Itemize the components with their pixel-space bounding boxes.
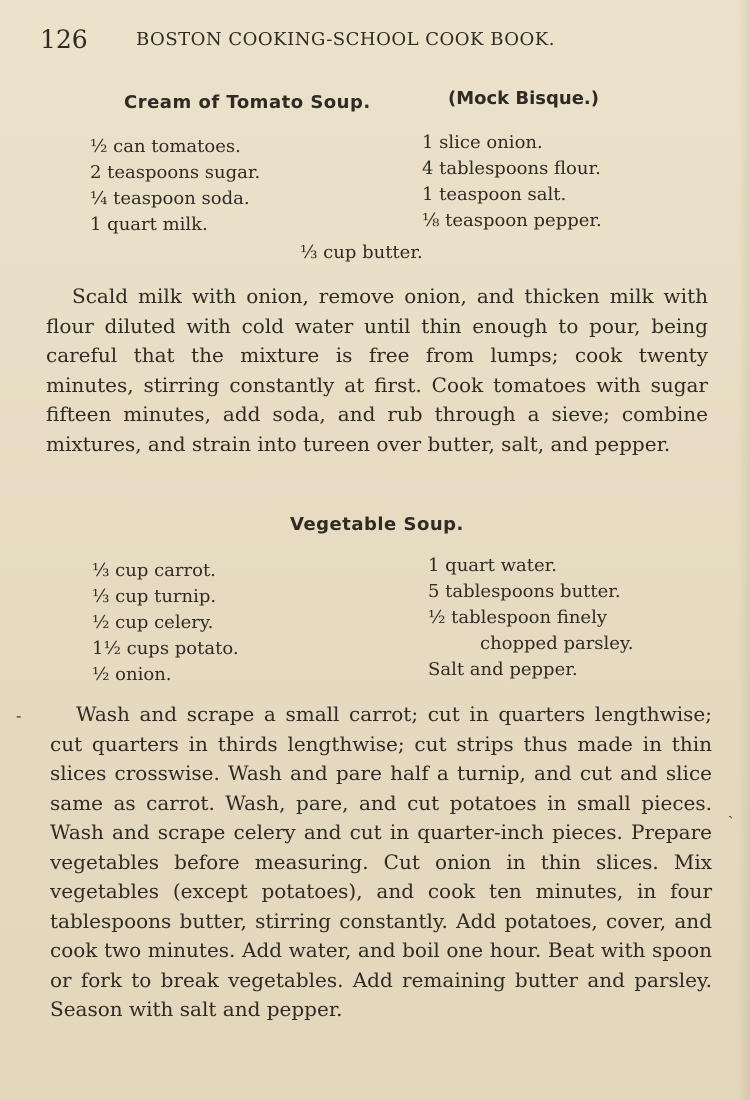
running-head: BOSTON COOKING-SCHOOL COOK BOOK. — [136, 29, 555, 50]
print-mark: - — [16, 706, 22, 725]
page-header — [40, 22, 620, 58]
recipe-method-vegetable-soup: Wash and scrape a small carrot; cut in quarters lengthwise; cut quarters in thirds lengthwise; cut strips thus made in thin slices crosswise. Wash and pare half a turnip, and cut and slice same as carrot. Wash, pare, and cut potatoes in small pieces. Wash and scrape celery and cut in quarter-inch pieces. Prepare vegetables before measuring. Cut onion in thin slices. Mix vegetables (except potatoes), and cook ten minutes, in four tablespoons butter, stirring constantly. Add potatoes, cover, and cook two minutes. Add water, and boil one hour. Beat with spoon or fork to break vegetables. Add remaining butter and parsley. Season with salt and pepper. — [50, 702, 712, 1021]
ingredient-item: ½ can tomatoes. — [90, 136, 241, 157]
ingredient-item: ⅛ teaspoon pepper. — [422, 210, 602, 231]
ingredient-item: 4 tablespoons flour. — [422, 158, 601, 179]
recipe-title-tomato-soup: Cream of Tomato Soup. — [124, 92, 371, 113]
ingredient-item: ¼ teaspoon soda. — [90, 188, 250, 209]
ingredient-item: ½ onion. — [92, 664, 172, 685]
ingredient-item: ½ cup celery. — [92, 612, 214, 633]
ingredient-item: 1 slice onion. — [422, 132, 543, 153]
page-number: 126 — [40, 25, 88, 54]
recipe-method-tomato-soup: Scald milk with onion, remove onion, and thicken milk with flour diluted with cold water until thin enough to pour, being careful that the mixture is free from lumps; cook twenty minutes, stirring constantly at first. Cook tomatoes with sugar fifteen minutes, add soda, and rub through a sieve; combine mixtures, and strain into tureen over butter, salt, and pepper. — [46, 284, 708, 456]
recipe-subtitle-mock-bisque: (Mock Bisque.) — [448, 88, 599, 109]
ingredient-item: 1 quart water. — [428, 555, 557, 576]
ingredient-item: ½ tablespoon finely — [428, 607, 607, 628]
ingredient-item: chopped parsley. — [480, 633, 634, 654]
ingredient-item: 5 tablespoons butter. — [428, 581, 621, 602]
ingredient-item: 2 teaspoons sugar. — [90, 162, 261, 183]
recipe-title-vegetable-soup: Vegetable Soup. — [290, 514, 464, 535]
ingredient-item: ⅓ cup carrot. — [92, 560, 216, 581]
ingredient-item: 1 teaspoon salt. — [422, 184, 567, 205]
page-edge-shadow — [738, 0, 750, 1100]
ingredient-item: ⅓ cup turnip. — [92, 586, 217, 607]
print-mark: ˎ — [728, 800, 734, 819]
ingredient-item: Salt and pepper. — [428, 659, 578, 680]
ingredient-item: 1½ cups potato. — [92, 638, 239, 659]
ingredient-item: 1 quart milk. — [90, 214, 208, 235]
ingredient-item: ⅓ cup butter. — [300, 242, 423, 263]
